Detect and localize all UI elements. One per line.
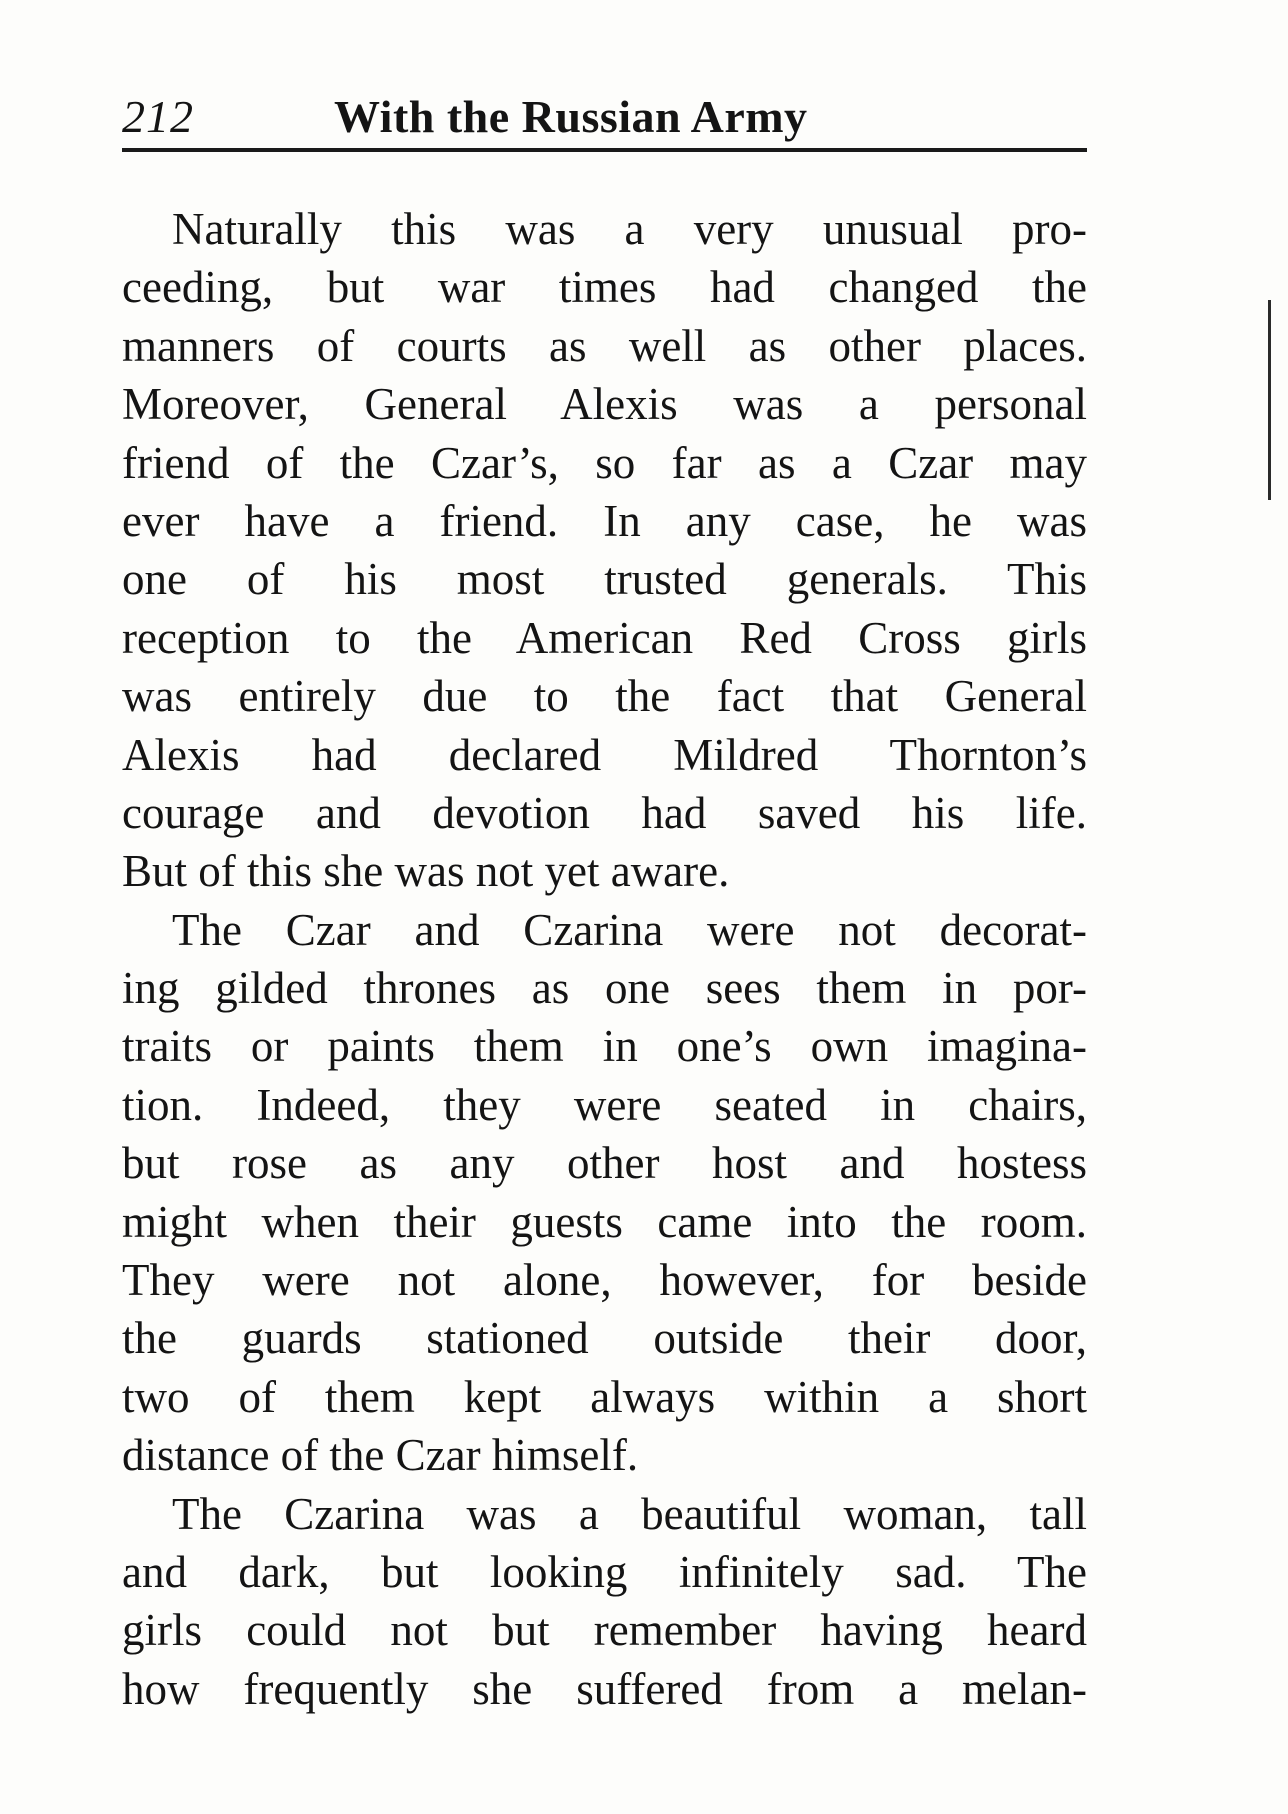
page-number: 212 xyxy=(122,91,194,142)
body-text xyxy=(122,200,1087,1718)
text-line: the guards stationed outside their door, xyxy=(122,1313,1087,1364)
header-rule xyxy=(122,148,1087,152)
running-title: With the Russian Army xyxy=(334,91,808,142)
text-line: how frequently she suffered from a melan- xyxy=(122,1663,1087,1714)
text-line: traits or paints them in one’s own imagina- xyxy=(122,1021,1087,1072)
text-line: The Czar and Czarina were not decorat- xyxy=(172,904,1087,955)
text-line: might when their guests came into the room. xyxy=(122,1196,1087,1247)
text-line: They were not alone, however, for beside xyxy=(122,1255,1087,1306)
page-header xyxy=(122,82,1087,152)
text-line: manners of courts as well as other places. xyxy=(122,320,1087,371)
text-line: one of his most trusted generals. This xyxy=(122,554,1087,605)
text-line: ever have a friend. In any case, he was xyxy=(122,495,1087,546)
text-line: courage and devotion had saved his life. xyxy=(122,787,1087,838)
text-line: girls could not but remember having heard xyxy=(122,1605,1087,1656)
text-line: was entirely due to the fact that General xyxy=(122,671,1087,722)
text-line: tion. Indeed, they were seated in chairs, xyxy=(122,1079,1087,1130)
text-line: and dark, but looking infinitely sad. The xyxy=(122,1546,1087,1597)
text-line: but rose as any other host and hostess xyxy=(122,1138,1087,1189)
text-line: But of this she was not yet aware. xyxy=(122,846,730,897)
text-line: Moreover, General Alexis was a personal xyxy=(122,379,1087,430)
text-line: distance of the Czar himself. xyxy=(122,1430,639,1481)
text-line: Alexis had declared Mildred Thornton’s xyxy=(122,729,1087,780)
text-line: friend of the Czar’s, so far as a Czar may xyxy=(122,437,1087,488)
text-line: ceeding, but war times had changed the xyxy=(122,262,1087,313)
text-line: ing gilded thrones as one sees them in por- xyxy=(122,963,1087,1014)
text-line: The Czarina was a beautiful woman, tall xyxy=(172,1488,1087,1539)
text-line: two of them kept always within a short xyxy=(122,1371,1087,1422)
text-line: reception to the American Red Cross girls xyxy=(122,612,1087,663)
scan-margin-mark xyxy=(1268,300,1271,500)
text-line: Naturally this was a very unusual pro- xyxy=(172,204,1087,254)
